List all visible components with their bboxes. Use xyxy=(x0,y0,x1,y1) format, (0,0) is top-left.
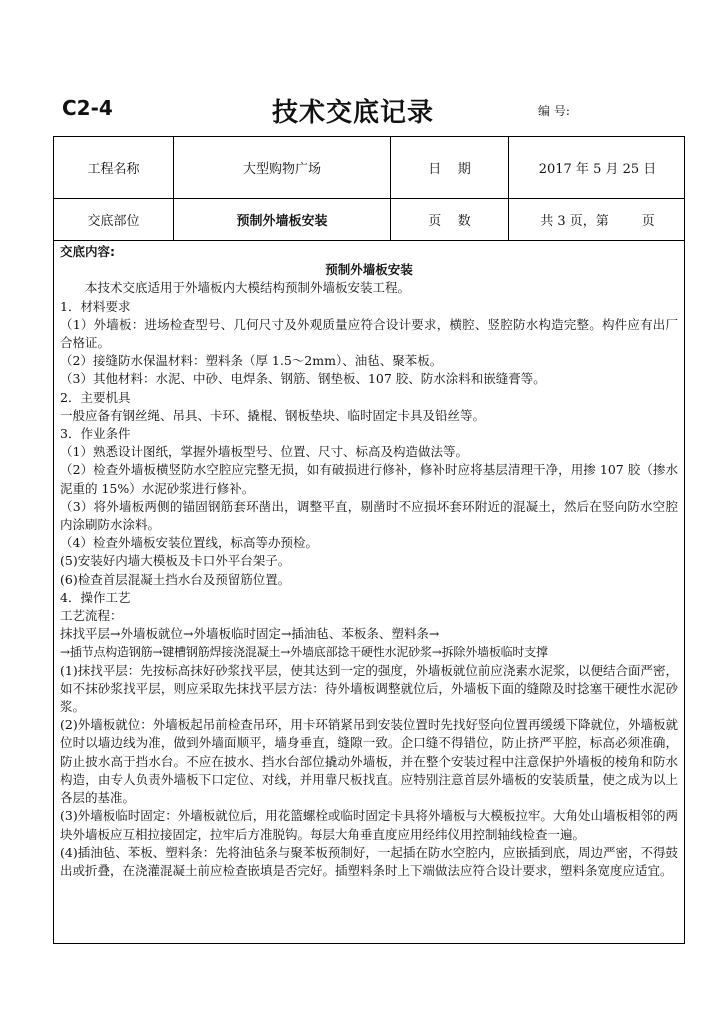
content-paragraph: （2）接缝防水保温材料：塑料条（厚 1.5～2mm）、油毡、聚苯板。 xyxy=(60,353,443,369)
content-label: 交底内容: xyxy=(60,244,115,259)
number-label: 编 号: xyxy=(538,104,570,118)
content-paragraph: （1）外墙板：进场检查型号、几何尺寸及外观质量应符合设计要求，横腔、竖腔防水构造完整。构件应有出厂合格证。 xyxy=(60,316,678,351)
content-body xyxy=(54,243,684,880)
process-flow-line: 抹找平层→外墙板就位→外墙板临时固定→插油毡、苯板条、塑料条→ xyxy=(60,626,440,642)
process-flow-line: →插节点构造钢筋→键槽钢筋焊接浇混凝土→外墙底部捻干硬性水泥砂浆→拆除外墙板临时支撑 xyxy=(60,645,548,660)
content-paragraph: （1）熟悉设计图纸，掌握外墙板型号、位置、尺寸、标高及构造做法等。 xyxy=(60,444,468,460)
content-paragraph: (5)安装好内墙大模板及卡口外平台架子。 xyxy=(60,553,291,569)
content-title: 预制外墙板安装 xyxy=(325,262,413,278)
header-row-part xyxy=(54,199,684,241)
content-paragraph: （2）检查外墙板横竖防水空腔应完整无损，如有破损进行修补，修补时应将基层清理干净，用掺 107 胶（掺水泥重的 15%）水泥砂浆进行修补。 xyxy=(60,462,678,496)
header-row-project xyxy=(54,137,684,199)
section-heading: 2．主要机具 xyxy=(60,389,131,405)
section-heading: 4．操作工艺 xyxy=(60,589,131,605)
content-paragraph: （3）将外墙板两侧的锚固钢筋套环凿出，调整平直，剔凿时不应损坏套环附近的混凝土，然后在竖向防水空腔内涂刷防水涂料。 xyxy=(60,498,678,533)
pages-value: 共 3 页，第 页 xyxy=(540,214,655,229)
content-paragraph: （3）其他材料：水泥、中砂、电焊条、钢筋、钢垫板、107 胶、防水涂料和嵌缝膏等。 xyxy=(60,371,546,387)
record-sheet xyxy=(53,136,685,944)
content-paragraph: 工艺流程： xyxy=(60,608,123,624)
page-title: 技术交底记录 xyxy=(272,98,435,128)
content-paragraph: (1)抹找平层：先按标高抹好砂浆找平层，使其达到一定的强度，外墙板就位前应浇素水泥浆，以便结合面严密，如不抹砂浆找平层，则应采取先抹找平层方法：待外墙板调整就位后，外墙板下面的缝隙及时捻塞干硬性水泥砂浆。 xyxy=(60,662,678,715)
part-value: 预制外墙板安装 xyxy=(174,199,391,240)
project-name-label: 工程名称 xyxy=(54,137,174,198)
section-heading: 1．材料要求 xyxy=(60,298,131,314)
form-code: C2-4 xyxy=(62,96,113,120)
pages-label: 页 数 xyxy=(391,199,509,240)
content-paragraph: (4)插油毡、苯板、塑料条：先将油毡条与聚苯板预制好，一起插在防水空腔内，应嵌插到底，周边严密，不得鼓出或折叠，在浇灌混凝土前应检查嵌填是否完好。插塑料条时上下端做法应符合设计要求，塑料条宽度应适宜。 xyxy=(60,844,678,878)
content-paragraph: 本技术交底适用于外墙板内大模结构预制外墙板安装工程。 xyxy=(85,280,411,296)
section-heading: 3．作业条件 xyxy=(60,426,131,442)
content-paragraph: (6)检查首层混凝土挡水台及预留筋位置。 xyxy=(60,571,291,587)
content-paragraph: 一般应备有钢丝绳、吊具、卡环、撬棍、钢板垫块、临时固定卡具及铅丝等。 xyxy=(60,407,486,423)
project-name-value: 大型购物广场 xyxy=(174,137,391,198)
date-label: 日 期 xyxy=(391,137,509,198)
content-paragraph: （4）检查外墙板安装位置线，标高等办预检。 xyxy=(60,535,318,551)
date-value: 2017 年 5 月 25 日 xyxy=(538,162,657,177)
content-paragraph: (2)外墙板就位：外墙板起吊前检查吊环，用卡环销紧吊到安装位置时先找好竖向位置再缓缓下降就位，外墙板就位时以墙边线为准，做到外墙面顺平，墙身垂直，缝隙一致。企口缝不得错位，防止挤严平腔，标高必须准确，防止披水高于挡水台。不应在披水、挡水台部位撬动外墙板，并在整个安装过程中注意保护外墙板的棱角和防水构造，由专人负责外墙板下口定位、对线，并用靠尺板找直。应特别注意首层外墙板的安装质量，使之成为以上各层的基准。 xyxy=(60,717,678,806)
part-label: 交底部位 xyxy=(54,199,174,240)
content-paragraph: (3)外墙板临时固定：外墙板就位后，用花篮螺栓或临时固定卡具将外墙板与大模板拉牢。大角处山墙板相邻的两块外墙板应互相拉接固定，拉牢后方准脱钩。每层大角垂直度应用经纬仪用控制轴线检查一遍。 xyxy=(60,808,678,842)
